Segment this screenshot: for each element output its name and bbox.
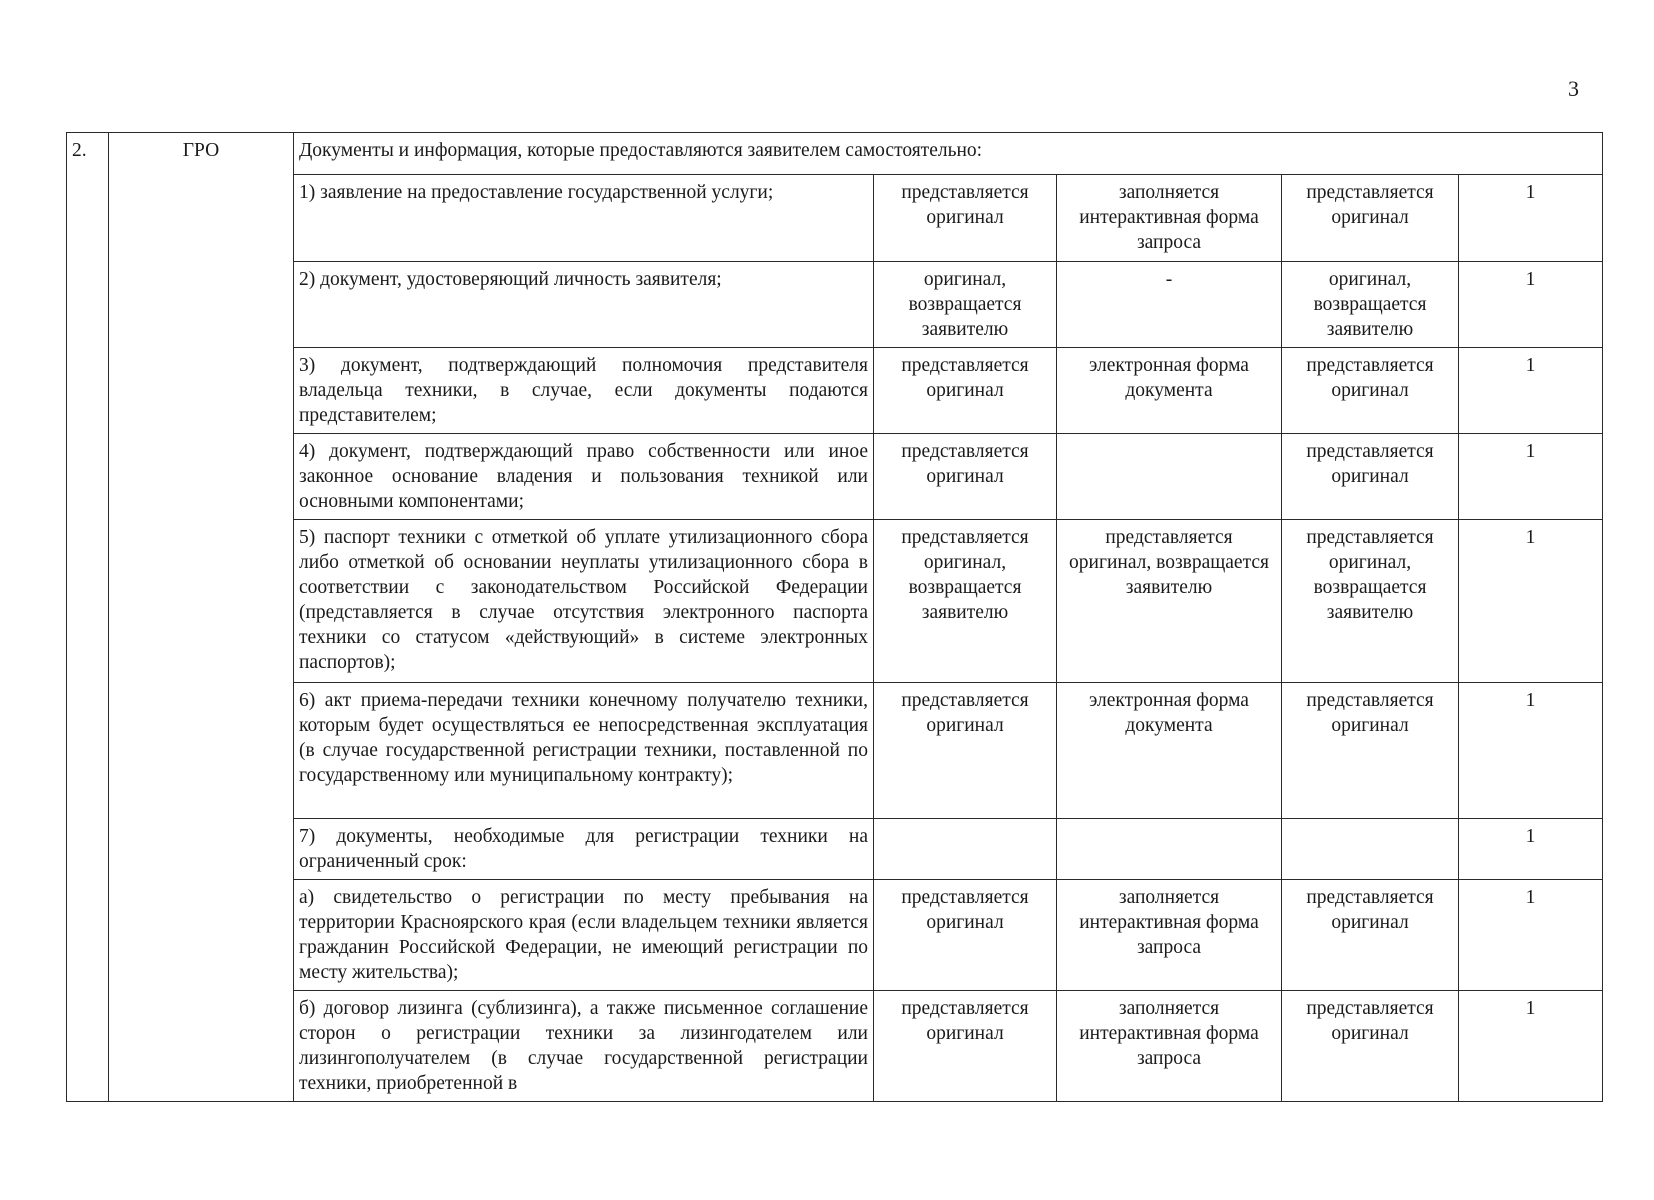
item-col2 — [1057, 434, 1282, 520]
item-col3: представляется оригинал — [1282, 175, 1459, 262]
item-col2: заполняется интерактивная форма запроса — [1057, 880, 1282, 991]
item-col2: электронная форма документа — [1057, 348, 1282, 434]
item-col1: представляется оригинал — [874, 348, 1057, 434]
item-col2 — [1057, 819, 1282, 880]
table-row — [67, 991, 1603, 1102]
item-qty: 1 — [1459, 520, 1603, 683]
table-row — [67, 819, 1603, 880]
item-col3: представляется оригинал — [1282, 683, 1459, 819]
documents-table — [66, 132, 1603, 1102]
item-col1: представляется оригинал — [874, 683, 1057, 819]
item-col1: представляется оригинал — [874, 175, 1057, 262]
item-description: 3) документ, подтверждающий полномочия представителя владельца техники, в случае, если документы подаются представителем; — [294, 348, 874, 434]
item-col2: заполняется интерактивная форма запроса — [1057, 991, 1282, 1102]
item-qty: 1 — [1459, 819, 1603, 880]
table-row — [67, 683, 1603, 819]
table-row — [67, 434, 1603, 520]
item-description: 1) заявление на предоставление государственной услуги; — [294, 175, 874, 262]
item-description: а) свидетельство о регистрации по месту пребывания на территории Красноярского края (если владельцем техники является гражданин Российской Федерации, не имеющий регистрации по месту жительства); — [294, 880, 874, 991]
item-col2: заполняется интерактивная форма запроса — [1057, 175, 1282, 262]
table-row — [67, 880, 1603, 991]
item-col1: оригинал, возвращается заявителю — [874, 262, 1057, 348]
row-number: 2. — [67, 133, 109, 1102]
item-description: б) договор лизинга (сублизинга), а также письменное соглашение сторон о регистрации техники за лизингодателем или лизингополучателем (в случае государственной регистрации техники, приобретенной в — [294, 991, 874, 1102]
item-qty: 1 — [1459, 434, 1603, 520]
item-col3 — [1282, 819, 1459, 880]
item-qty: 1 — [1459, 880, 1603, 991]
page-number: 3 — [1568, 76, 1579, 101]
table-row — [67, 175, 1603, 262]
item-col1 — [874, 819, 1057, 880]
item-col1: представляется оригинал — [874, 434, 1057, 520]
item-col2: - — [1057, 262, 1282, 348]
item-col1: представляется оригинал, возвращается заявителю — [874, 520, 1057, 683]
row-code: ГРО — [109, 133, 294, 1102]
table-row-header — [67, 133, 1603, 175]
table-row — [67, 520, 1603, 683]
item-col2: электронная форма документа — [1057, 683, 1282, 819]
item-col3: представляется оригинал — [1282, 991, 1459, 1102]
item-col3: представляется оригинал — [1282, 880, 1459, 991]
item-description: 6) акт приема-передачи техники конечному получателю техники, которым будет осуществляться ее непосредственная эксплуатация (в случае государственной регистрации техники, поставленной по государственному или муниципальному контракту); — [294, 683, 874, 819]
item-description: 7) документы, необходимые для регистрации техники на ограниченный срок: — [294, 819, 874, 880]
item-qty: 1 — [1459, 991, 1603, 1102]
item-col1: представляется оригинал — [874, 991, 1057, 1102]
item-col3: представляется оригинал — [1282, 434, 1459, 520]
section-header: Документы и информация, которые предоставляются заявителем самостоятельно: — [294, 133, 1603, 175]
item-qty: 1 — [1459, 348, 1603, 434]
item-col3: представляется оригинал — [1282, 348, 1459, 434]
item-qty: 1 — [1459, 683, 1603, 819]
item-col3: представляется оригинал, возвращается заявителю — [1282, 520, 1459, 683]
item-qty: 1 — [1459, 175, 1603, 262]
item-description: 2) документ, удостоверяющий личность заявителя; — [294, 262, 874, 348]
item-description: 5) паспорт техники с отметкой об уплате утилизационного сбора либо отметкой об основании неуплаты утилизационного сбора в соответствии с законодательством Российской Федерации (представляется в случае отсутствия электронного паспорта техники со статусом «действующий» в системе электронных паспортов); — [294, 520, 874, 683]
item-description: 4) документ, подтверждающий право собственности или иное законное основание владения и пользования техникой или основными компонентами; — [294, 434, 874, 520]
item-col2: представляется оригинал, возвращается заявителю — [1057, 520, 1282, 683]
item-qty: 1 — [1459, 262, 1603, 348]
item-col1: представляется оригинал — [874, 880, 1057, 991]
table-row — [67, 348, 1603, 434]
table-row — [67, 262, 1603, 348]
item-col3: оригинал, возвращается заявителю — [1282, 262, 1459, 348]
